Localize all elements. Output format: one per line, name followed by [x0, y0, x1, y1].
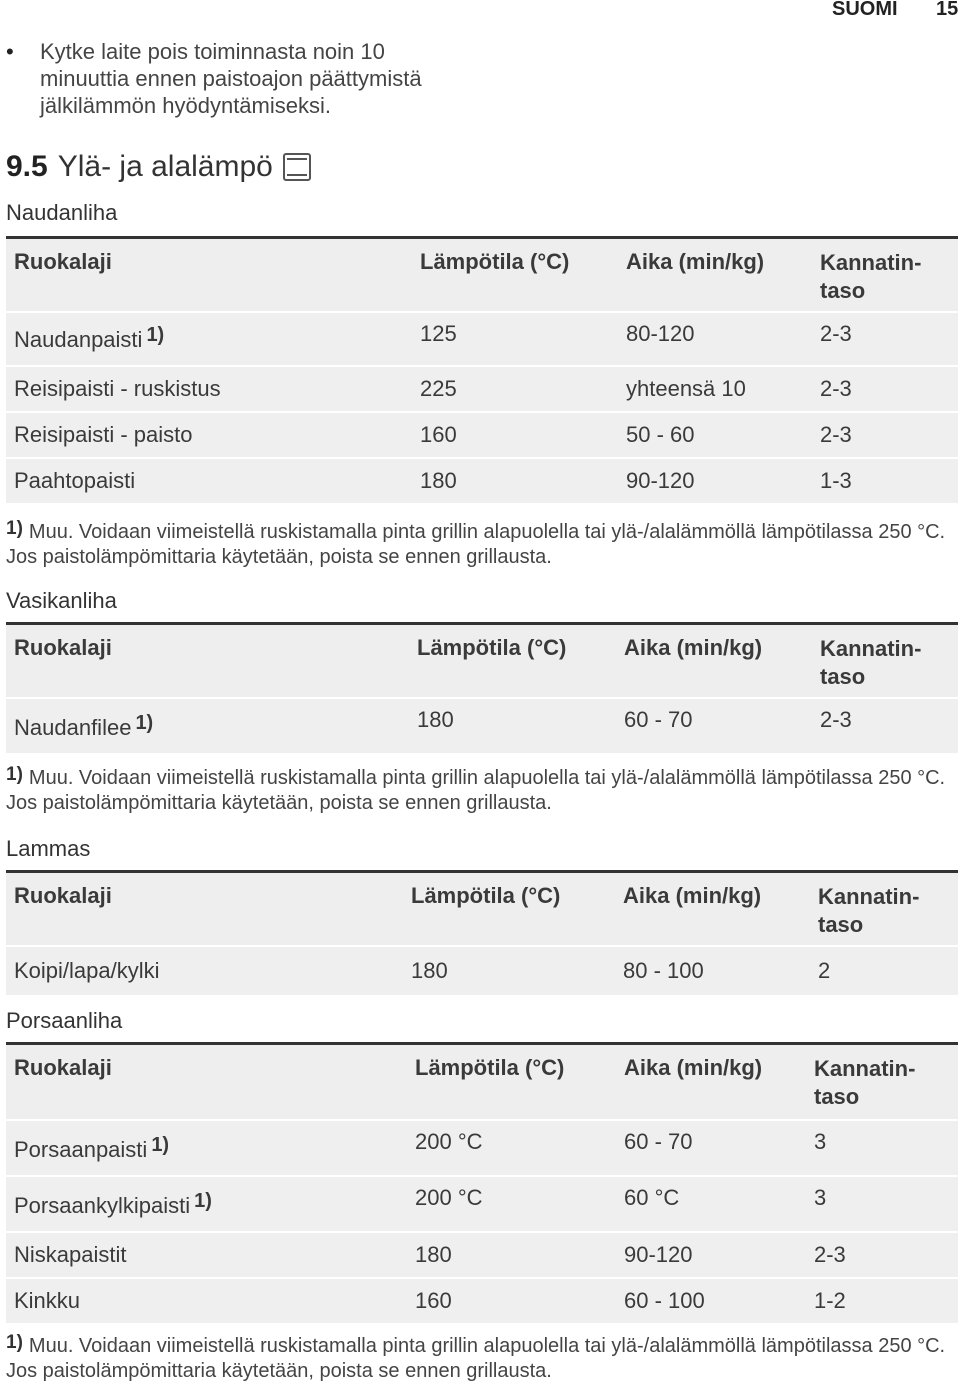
table-row [6, 945, 958, 995]
top-bottom-heat-icon [283, 153, 311, 181]
col-time: Aika (min/kg) [624, 635, 763, 660]
table-row [6, 697, 958, 753]
dish-cell: Paahtopaisti [14, 468, 136, 493]
col-level: Kannatin- taso [820, 250, 922, 303]
level-cell: 3 [814, 1129, 827, 1154]
col-level: Kannatin- taso [820, 636, 922, 689]
col-dish: Ruokalaji [14, 1055, 112, 1080]
temp-cell: 180 [420, 468, 457, 493]
col-time: Aika (min/kg) [623, 883, 762, 908]
time-cell: 60 °C [624, 1185, 680, 1210]
table-row [6, 1231, 958, 1277]
col-temp: Lämpötila (°C) [417, 635, 567, 660]
temp-cell: 180 [415, 1242, 452, 1267]
table-row [6, 411, 958, 457]
temp-cell: 160 [415, 1288, 452, 1313]
time-cell: 80 - 100 [623, 958, 704, 983]
time-cell: 80-120 [626, 321, 695, 346]
dish-cell: Porsaanpaisti 1) [14, 1134, 170, 1162]
time-cell: 60 - 70 [624, 1129, 693, 1154]
category-title-pork: Porsaanliha [6, 1008, 123, 1033]
lamb-table [6, 870, 958, 995]
col-level: Kannatin- taso [818, 884, 920, 937]
table-header [6, 1042, 958, 1119]
table-row [6, 457, 958, 503]
level-cell: 2-3 [820, 707, 852, 732]
bullet-item [6, 38, 446, 119]
col-dish: Ruokalaji [14, 635, 112, 660]
footnote: 1) Muu. Voidaan viimeistellä ruskistamalla pinta grillin alapuolella tai ylä-/alalämmöllä lämpötilassa 250 °C. Jos paistolämpömittaria käytetään, poista se ennen grillausta. [6, 764, 946, 814]
dish-cell: Koipi/lapa/kylki [14, 958, 160, 983]
level-cell: 2-3 [820, 422, 852, 447]
col-level: Kannatin- taso [814, 1056, 916, 1109]
dish-cell: Reisipaisti - paisto [14, 422, 193, 447]
table-row [6, 1119, 958, 1175]
table-row [6, 311, 958, 365]
level-cell: 1-2 [814, 1288, 846, 1313]
time-cell: 90-120 [626, 468, 695, 493]
dish-cell: Niskapaistit [14, 1242, 127, 1267]
time-cell: 60 - 70 [624, 707, 693, 732]
dish-cell: Porsaankylkipaisti 1) [14, 1190, 212, 1218]
col-dish: Ruokalaji [14, 883, 112, 908]
dish-cell: Reisipaisti - ruskistus [14, 376, 221, 401]
time-cell: 50 - 60 [626, 422, 695, 447]
page-header [0, 0, 960, 24]
col-time: Aika (min/kg) [624, 1055, 763, 1080]
footnote: 1) Muu. Voidaan viimeistellä ruskistamalla pinta grillin alapuolella tai ylä-/alalämmöllä lämpötilassa 250 °C. Jos paistolämpömittaria käytetään, poista se ennen grillausta. [6, 518, 946, 568]
temp-cell: 200 °C [415, 1185, 483, 1210]
level-cell: 1-3 [820, 468, 852, 493]
temp-cell: 180 [411, 958, 448, 983]
dish-cell: Naudanpaisti 1) [14, 324, 165, 352]
category-title-veal: Vasikanliha [6, 588, 117, 613]
level-cell: 3 [814, 1185, 827, 1210]
section-number: 9.5 [6, 150, 48, 183]
pork-table [6, 1042, 958, 1323]
bullet-text: Kytke laite pois toiminnasta noin 10 minuuttia ennen paistoajon päättymistä jälkilämmön hyödyntämiseksi. [40, 39, 422, 118]
col-temp: Lämpötila (°C) [420, 249, 570, 274]
level-cell: 2-3 [820, 376, 852, 401]
col-time: Aika (min/kg) [626, 249, 765, 274]
veal-table [6, 622, 958, 753]
col-temp: Lämpötila (°C) [415, 1055, 565, 1080]
section-heading: Ylä- ja alalämpö [57, 150, 273, 183]
section-title [6, 150, 311, 184]
dish-cell: Naudanfilee 1) [14, 712, 154, 740]
category-title-lamb: Lammas [6, 836, 91, 861]
temp-cell: 160 [420, 422, 457, 447]
temp-cell: 200 °C [415, 1129, 483, 1154]
time-cell: yhteensä 10 [626, 376, 746, 401]
dish-cell: Kinkku [14, 1288, 81, 1313]
col-dish: Ruokalaji [14, 249, 112, 274]
time-cell: 60 - 100 [624, 1288, 705, 1313]
language-label: SUOMI [832, 0, 898, 20]
level-cell: 2 [818, 958, 831, 983]
time-cell: 90-120 [624, 1242, 693, 1267]
col-temp: Lämpötila (°C) [411, 883, 561, 908]
page-number: 15 [936, 0, 959, 20]
temp-cell: 225 [420, 376, 457, 401]
level-cell: 2-3 [820, 321, 852, 346]
table-header [6, 870, 958, 945]
bullet-dot-icon: • [6, 39, 14, 64]
level-cell: 2-3 [814, 1242, 846, 1267]
beef-table [6, 236, 958, 503]
temp-cell: 125 [420, 321, 457, 346]
table-row [6, 1277, 958, 1323]
category-title-beef: Naudanliha [6, 200, 118, 225]
table-header [6, 236, 958, 311]
temp-cell: 180 [417, 707, 454, 732]
table-row [6, 365, 958, 411]
table-header [6, 622, 958, 697]
table-row [6, 1175, 958, 1231]
footnote: 1) Muu. Voidaan viimeistellä ruskistamalla pinta grillin alapuolella tai ylä-/alalämmöllä lämpötilassa 250 °C. Jos paistolämpömittaria käytetään, poista se ennen grillausta. [6, 1332, 946, 1382]
